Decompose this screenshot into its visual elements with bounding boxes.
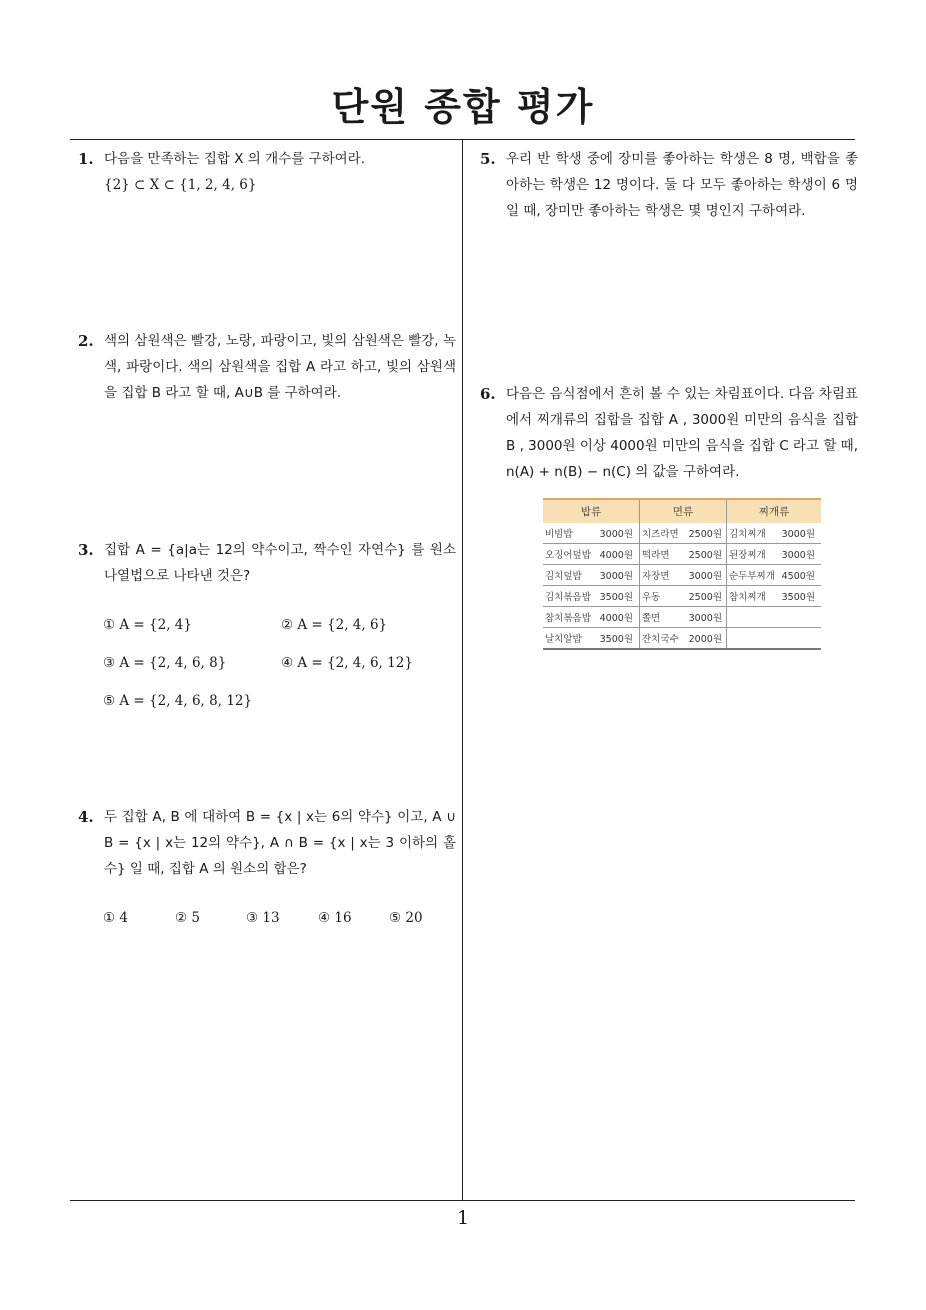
menu-row: [543, 586, 821, 607]
question-text: 다음을 만족하는 집합 X 의 개수를 구하여라.: [104, 151, 365, 167]
question-1: [78, 146, 458, 198]
question-text: 색의 삼원색은 빨강, 노랑, 파랑이고, 빛의 삼원색은 빨강, 녹색, 파랑이다. 색의 삼원색을 집합 A 라고 하고, 빛의 삼원색을 집합 B 라고 할 때, A∪B 를 구하여라.: [104, 333, 456, 401]
menu-item-name: 자장면: [642, 571, 670, 582]
choice-3[interactable]: ③ A = {2, 4, 6, 8}: [103, 655, 227, 671]
question-6: [480, 381, 858, 485]
menu-table: [543, 498, 821, 650]
question-text: 우리 반 학생 중에 장미를 좋아하는 학생은 8 명, 백합을 좋아하는 학생은 12 명이다. 둘 다 모두 좋아하는 학생이 6 명일 때, 장미만 좋아하는 학생은 몇 명인지 구하여라.: [506, 151, 858, 219]
menu-cell: [543, 628, 640, 650]
menu-item-name: 떡라면: [642, 550, 670, 561]
question-text: 집합 A = {a|a는 12의 약수이고, 짝수인 자연수} 를 원소나열법으로 나타낸 것은?: [104, 542, 456, 584]
menu-item-name: 김치찌개: [729, 529, 766, 540]
menu-item-name: 참치볶음밥: [545, 613, 591, 624]
menu-item-price: 3000원: [781, 529, 815, 540]
menu-item-price: 3500원: [781, 592, 815, 603]
menu-item-name: 쫄면: [642, 613, 661, 624]
menu-item-price: 3500원: [599, 592, 633, 603]
menu-cell: [640, 544, 727, 565]
menu-item-price: 3000원: [688, 571, 722, 582]
menu-header-rice: 밥류: [543, 499, 640, 523]
question-number: 2.: [78, 332, 94, 350]
menu-item-name: 된장찌개: [729, 550, 766, 561]
question-text: 두 집합 A, B 에 대하여 B = {x | x는 6의 약수} 이고, A ∪ B = {x | x는 12의 약수}, A ∩ B = {x | x는 3 이하의 홀수} 일 때, 집합 A 의 원소의 합은?: [104, 809, 456, 877]
menu-cell: [640, 523, 727, 544]
page-number: 1: [456, 1207, 470, 1229]
question-formula: {2} ⊂ X ⊂ {1, 2, 4, 6}: [104, 177, 257, 193]
menu-item-price: 4500원: [781, 571, 815, 582]
menu-item-price: 3000원: [781, 550, 815, 561]
question-4: [78, 804, 456, 882]
menu-item-price: 4000원: [599, 550, 633, 561]
menu-cell: [543, 565, 640, 586]
question-text: 다음은 음식점에서 흔히 볼 수 있는 차림표이다. 다음 차림표에서 찌개류의 집합을 집합 A , 3000원 미만의 음식을 집합 B , 3000원 이상 4000원 미만의 음식을 집합 C 라고 할 때, n(A) + n(B) − n(C) 의 값을 구하여라.: [506, 386, 858, 480]
menu-cell: [543, 586, 640, 607]
question-number: 4.: [78, 808, 94, 826]
menu-item-price: 2500원: [688, 592, 722, 603]
choice-4[interactable]: ④ A = {2, 4, 6, 12}: [281, 655, 413, 671]
menu-cell: [543, 544, 640, 565]
menu-item-name: 잔치국수: [642, 634, 679, 645]
menu-item-price: 2500원: [688, 529, 722, 540]
menu-row: [543, 523, 821, 544]
choice-2[interactable]: ② 5: [175, 910, 200, 926]
bottom-rule: [70, 1200, 855, 1201]
menu-row: [543, 628, 821, 650]
choice-2[interactable]: ② A = {2, 4, 6}: [281, 617, 388, 633]
choice-4[interactable]: ④ 16: [318, 910, 352, 926]
menu-row: [543, 544, 821, 565]
question-2: [78, 328, 456, 406]
menu-cell: [640, 628, 727, 650]
menu-header-stew: 찌개류: [727, 499, 822, 523]
menu-cell: [727, 565, 822, 586]
question-5: [480, 146, 858, 224]
menu-cell: [727, 586, 822, 607]
menu-cell: [640, 607, 727, 628]
question-number: 3.: [78, 541, 94, 559]
menu-item-name: 우동: [642, 592, 661, 603]
question-number: 5.: [480, 150, 496, 168]
menu-cell: [640, 565, 727, 586]
question-3: [78, 537, 456, 589]
question-number: 6.: [480, 385, 496, 403]
menu-cell: [727, 544, 822, 565]
menu-item-price: 4000원: [599, 613, 633, 624]
menu-item-price: 3000원: [688, 613, 722, 624]
choice-1[interactable]: ① A = {2, 4}: [103, 617, 192, 633]
menu-item-name: 오징어덮밥: [545, 550, 591, 561]
menu-item-price: 3500원: [599, 634, 633, 645]
menu-item-price: 2500원: [688, 550, 722, 561]
menu-item-name: 김치볶음밥: [545, 592, 591, 603]
menu-cell: [727, 523, 822, 544]
menu-item-name: 치즈라면: [642, 529, 679, 540]
menu-row: [543, 565, 821, 586]
menu-item-price: 3000원: [599, 571, 633, 582]
menu-item-price: 2000원: [688, 634, 722, 645]
menu-item-name: 김치덮밥: [545, 571, 582, 582]
choice-5[interactable]: ⑤ 20: [389, 910, 423, 926]
menu-row: [543, 607, 821, 628]
choice-5[interactable]: ⑤ A = {2, 4, 6, 8, 12}: [103, 693, 253, 709]
page-title: 단원 종합 평가: [331, 85, 595, 129]
menu-item-name: 참치찌개: [729, 592, 766, 603]
menu-cell: [640, 586, 727, 607]
question-number: 1.: [78, 150, 94, 168]
menu-item-name: 비빔밥: [545, 529, 573, 540]
menu-cell: [727, 628, 822, 650]
choice-1[interactable]: ① 4: [103, 910, 128, 926]
menu-cell: [543, 607, 640, 628]
menu-header-noodle: 면류: [640, 499, 727, 523]
menu-item-name: 순두부찌개: [729, 571, 775, 582]
menu-item-name: 날치알밥: [545, 634, 582, 645]
column-divider: [462, 139, 463, 1201]
choice-3[interactable]: ③ 13: [246, 910, 280, 926]
menu-item-price: 3000원: [599, 529, 633, 540]
menu-cell: [727, 607, 822, 628]
menu-cell: [543, 523, 640, 544]
